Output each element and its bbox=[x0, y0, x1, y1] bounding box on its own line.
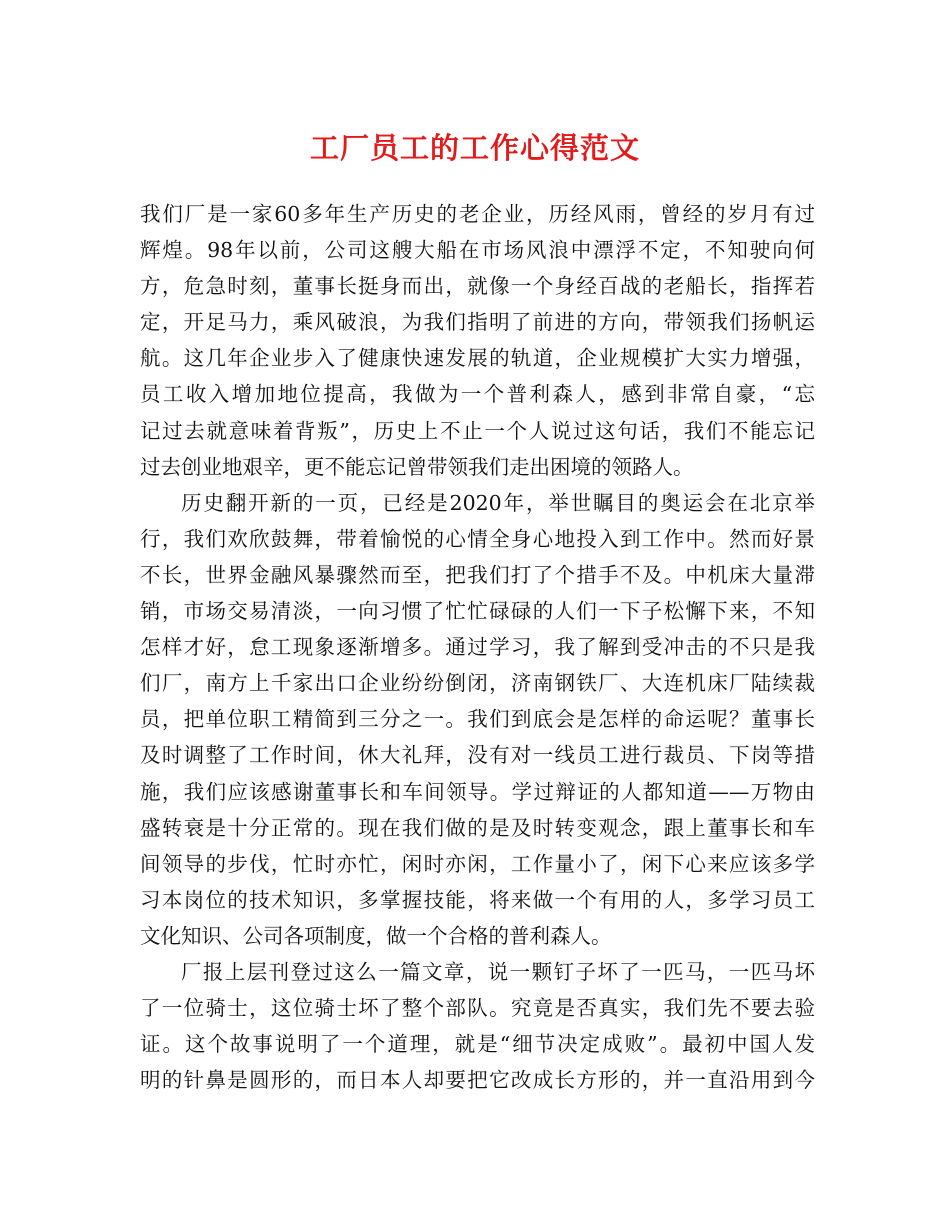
text-line: 不长，世界金融风暴骤然而至，把我们打了个措手不及。中机床大量滞 bbox=[140, 562, 815, 587]
text-line: 员，把单位职工精简到三分之一。我们到底会是怎样的命运呢？董事长 bbox=[140, 707, 815, 732]
text-line: 证。这个故事说明了一个道理，就是“细节决定成败”。最初中国人发 bbox=[140, 1032, 815, 1057]
document-body bbox=[140, 196, 815, 1098]
text-line: 怎样才好，怠工现象逐渐增多。通过学习，我了解到受冲击的不只是我 bbox=[140, 635, 815, 660]
text-line: 定，开足马力，乘风破浪，为我们指明了前进的方向，带领我们扬帆运 bbox=[140, 310, 815, 335]
text-line: 方，危急时刻，董事长挺身而出，就像一个身经百战的老船长，指挥若 bbox=[140, 274, 815, 299]
text-line: 航。这几年企业步入了健康快速发展的轨道，企业规模扩大实力增强， bbox=[140, 346, 815, 371]
paragraph-3 bbox=[140, 954, 815, 1098]
text-line: 厂报上层刊登过这么一篇文章，说一颗钉子坏了一匹马，一匹马坏 bbox=[181, 959, 815, 984]
text-line: 过去创业地艰辛，更不能忘记曾带领我们走出困境的领路人。 bbox=[140, 454, 694, 479]
text-line: 辉煌。98年以前，公司这艘大船在市场风浪中漂浮不定，不知驶向何 bbox=[140, 238, 815, 263]
text-line: 间领导的步伐，忙时亦忙，闲时亦闲，工作量小了，闲下心来应该多学 bbox=[140, 851, 815, 876]
text-line: 销，市场交易清淡，一向习惯了忙忙碌碌的人们一下子松懈下来，不知 bbox=[140, 599, 815, 624]
paragraph-1 bbox=[140, 196, 815, 485]
text-line: 们厂，南方上千家出口企业纷纷倒闭，济南钢铁厂、大连机床厂陆续裁 bbox=[140, 671, 815, 696]
text-line: 文化知识、公司各项制度，做一个合格的普利森人。 bbox=[140, 923, 612, 948]
text-line: 记过去就意味着背叛”，历史上不止一个人说过这句话，我们不能忘记 bbox=[140, 418, 815, 443]
text-line: 了一位骑士，这位骑士坏了整个部队。究竟是否真实，我们先不要去验 bbox=[140, 996, 815, 1021]
text-line: 行，我们欢欣鼓舞，带着愉悦的心情全身心地投入到工作中。然而好景 bbox=[140, 526, 815, 551]
document-title: 工厂员工的工作心得范文 bbox=[309, 131, 640, 165]
text-line: 我们厂是一家60多年生产历史的老企业，历经风雨，曾经的岁月有过 bbox=[140, 202, 815, 226]
text-line: 及时调整了工作时间，休大礼拜，没有对一线员工进行裁员、下岗等措 bbox=[140, 743, 815, 768]
paragraph-2 bbox=[140, 485, 815, 954]
text-line: 历史翻开新的一页，已经是2020年，举世瞩目的奥运会在北京举 bbox=[181, 490, 815, 515]
text-line: 盛转衰是十分正常的。现在我们做的是及时转变观念，跟上董事长和车 bbox=[140, 815, 815, 840]
text-line: 施，我们应该感谢董事长和车间领导。学过辩证的人都知道——万物由 bbox=[140, 779, 815, 804]
text-line: 员工收入增加地位提高，我做为一个普利森人，感到非常自豪，“忘 bbox=[140, 382, 815, 407]
text-line: 明的针鼻是圆形的，而日本人却要把它改成长方形的，并一直沿用到今 bbox=[140, 1068, 815, 1093]
text-line: 习本岗位的技术知识，多掌握技能，将来做一个有用的人，多学习员工 bbox=[140, 887, 815, 912]
